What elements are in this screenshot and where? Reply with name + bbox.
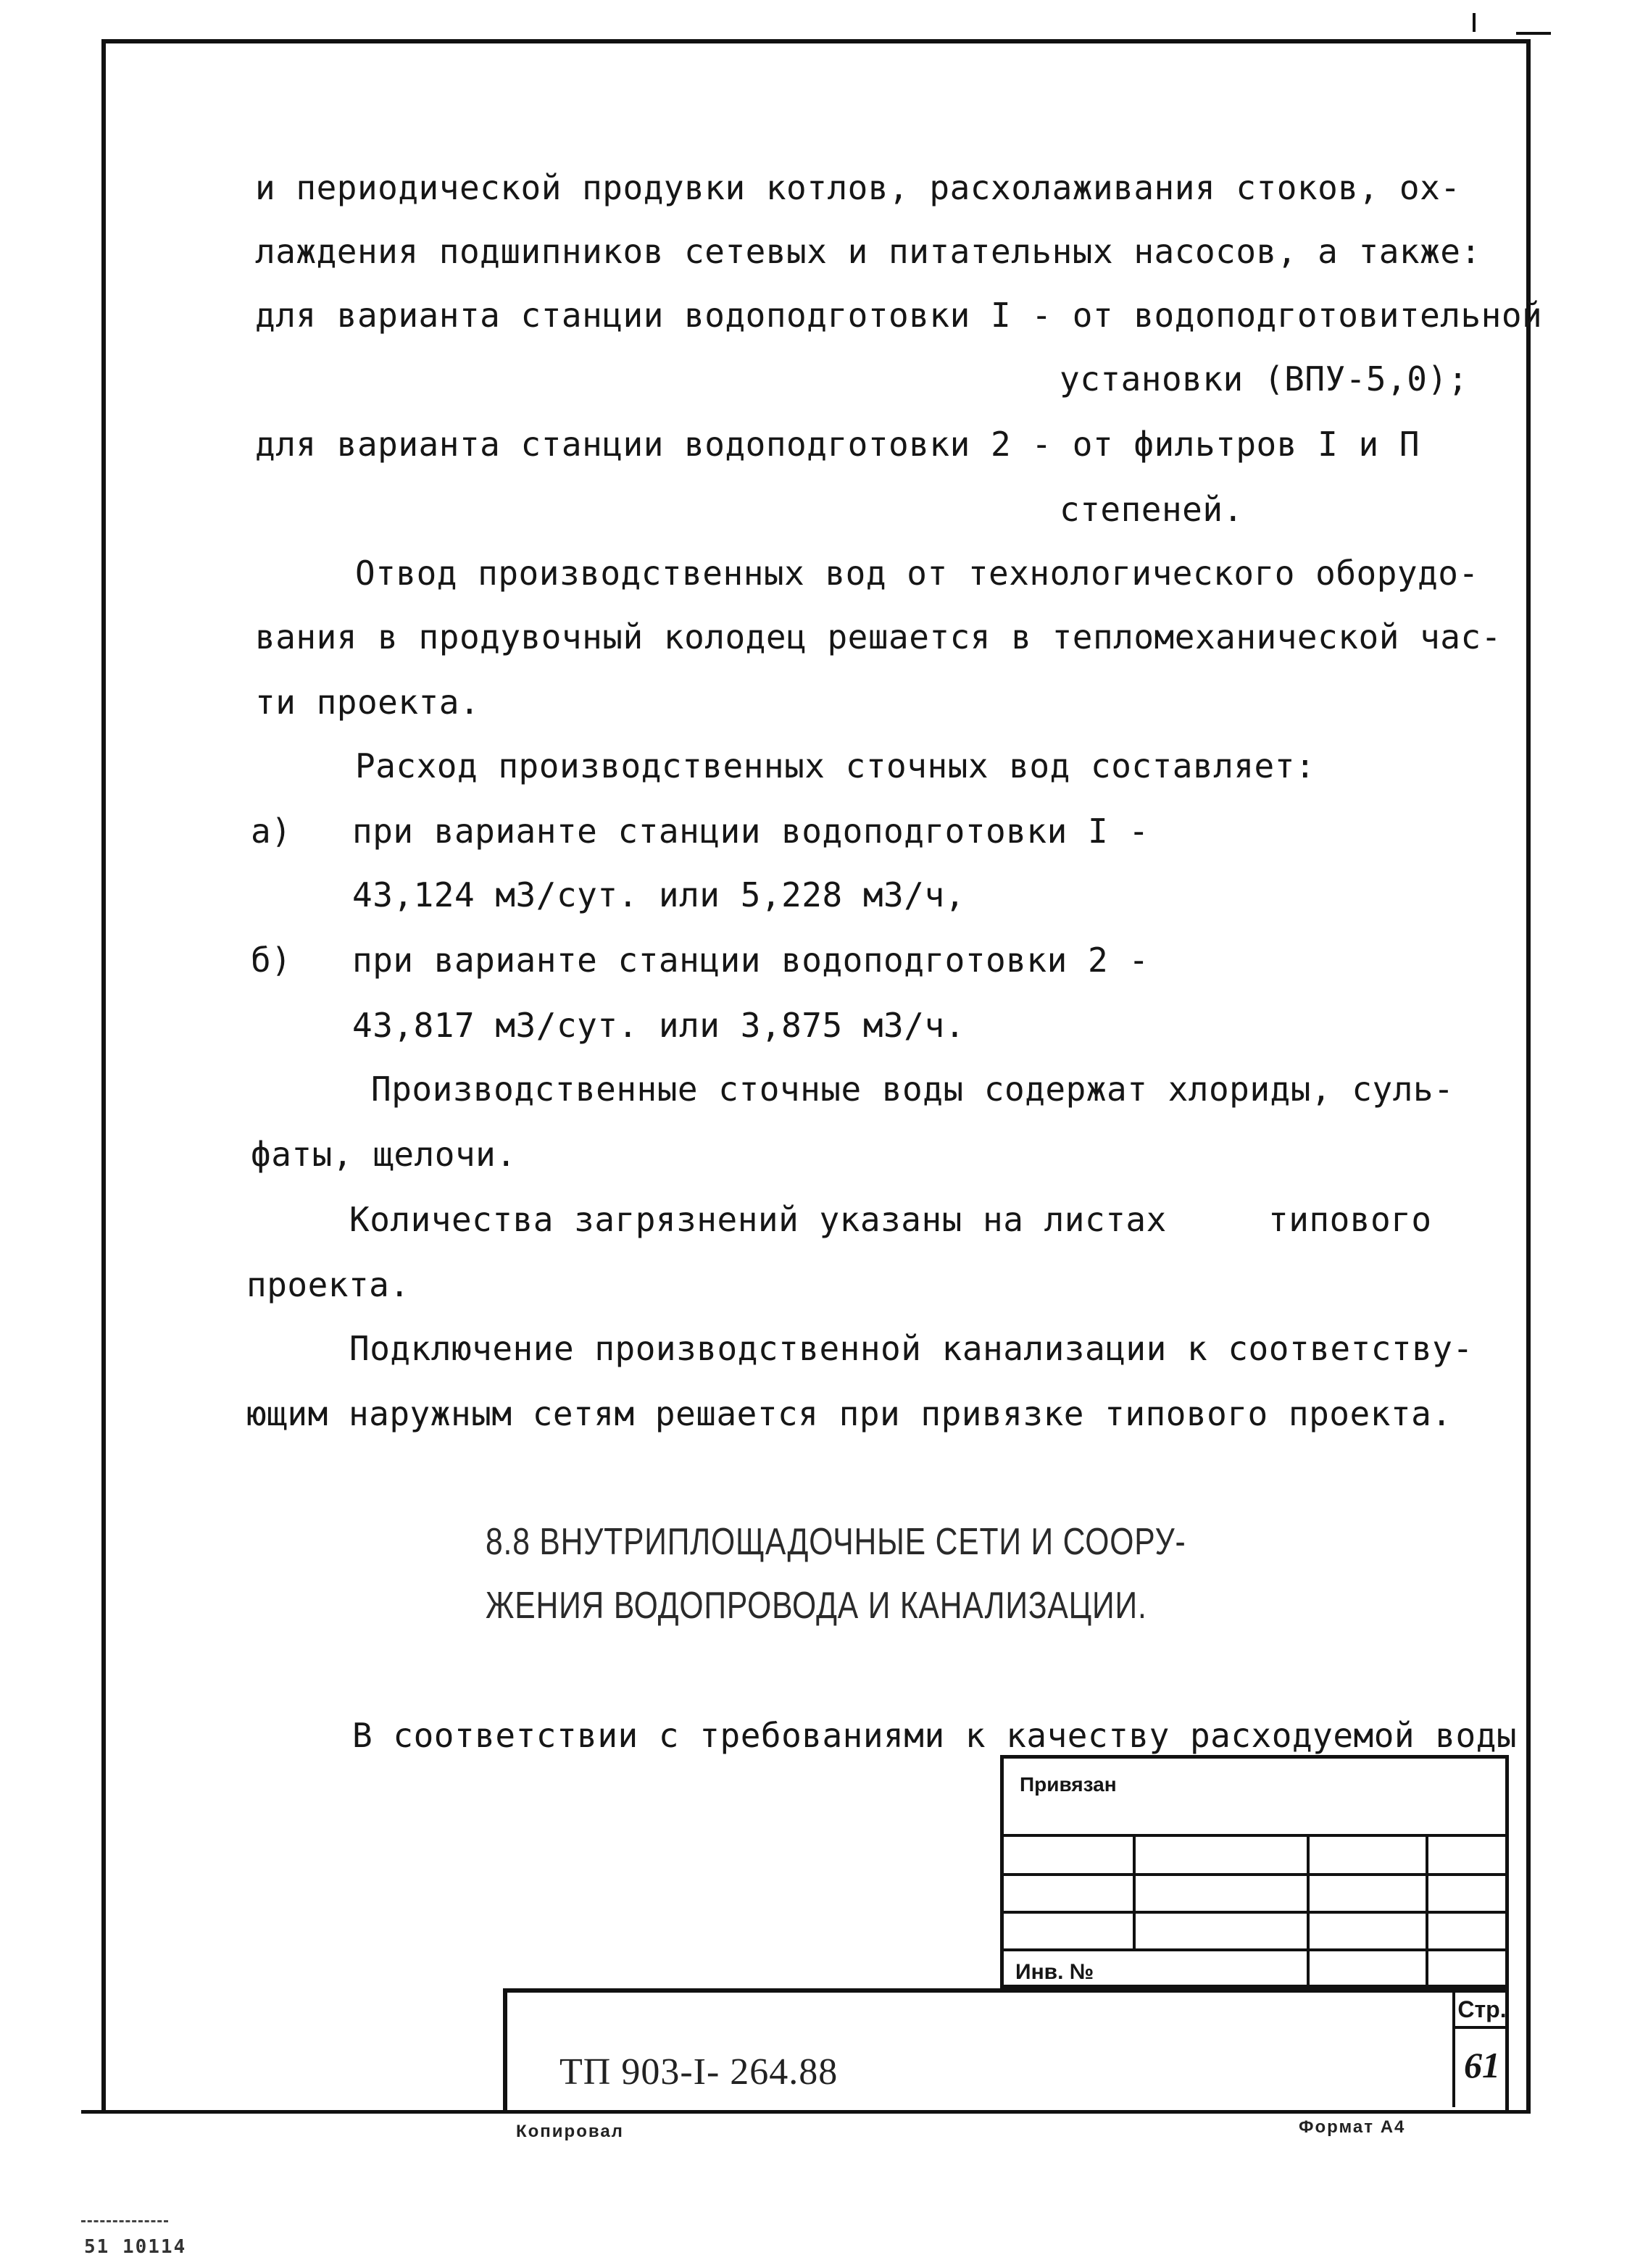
top-edge-mark-right	[1516, 32, 1551, 35]
margin-ticks	[81, 2220, 168, 2225]
text-line: ти проекта.	[255, 683, 480, 722]
table-rule	[1426, 1834, 1428, 1989]
table-rule	[1004, 1834, 1505, 1837]
text-line: степеней.	[1060, 490, 1244, 529]
text-line: вания в продувочный колодец решается в тепломеханической час-	[255, 617, 1502, 656]
page-label: Стр.	[1452, 1993, 1509, 2029]
table-rule	[1307, 1834, 1310, 1989]
text-line: фаты, щелочи.	[251, 1135, 517, 1174]
text-line: установки (ВПУ-5,0);	[1060, 359, 1468, 399]
title-block	[503, 1988, 1509, 2111]
text-line: Подключение производственной канализации к соответству-	[349, 1329, 1473, 1368]
copied-label: Копировал	[516, 2122, 624, 2141]
top-edge-mark	[1473, 13, 1476, 32]
text-line: Расход производственных сточных вод составляет:	[355, 746, 1316, 785]
document-code: ТП 903-I- 264.88	[559, 2051, 839, 2093]
attached-label: Привязан	[1020, 1773, 1117, 1796]
format-label: Формат А4	[1299, 2117, 1406, 2137]
table-rule	[1004, 1873, 1505, 1876]
list-marker: б)	[251, 941, 292, 980]
list-marker: а)	[251, 812, 292, 851]
table-rule	[1133, 1834, 1136, 1948]
text-line: и периодической продувки котлов, расхолаживания стоков, ох-	[255, 168, 1461, 207]
text-line: для варианта станции водоподготовки 2 - от фильтров I и П	[255, 425, 1420, 464]
text-line: при варианте станции водоподготовки 2 -	[352, 941, 1149, 980]
text-line: при варианте станции водоподготовки I -	[352, 812, 1149, 851]
text-line: ющим наружным сетям решается при привязке типового проекта.	[246, 1394, 1452, 1433]
text-line: Отвод производственных вод от технологического оборудо-	[355, 554, 1479, 593]
section-heading: 8.8 ВНУТРИПЛОЩАДОЧНЫЕ СЕТИ И СООРУ-	[486, 1521, 1186, 1563]
text-line: В соответствии с требованиями к качеству расходуемой воды	[352, 1716, 1518, 1755]
text-line: для варианта станции водоподготовки I - от водоподготовительной	[255, 296, 1543, 335]
text-line: 43,817 м3/сут. или 3,875 м3/ч.	[352, 1006, 965, 1045]
text-line: Количества загрязнений указаны на листах	[349, 1200, 1167, 1239]
text-line: типового	[1268, 1200, 1432, 1239]
section-heading: ЖЕНИЯ ВОДОПРОВОДА И КАНАЛИЗАЦИИ.	[486, 1585, 1147, 1627]
text-line: проекта.	[246, 1265, 410, 1304]
inventory-label: Инв. №	[1015, 1960, 1094, 1984]
page-number: 61	[1452, 2029, 1509, 2107]
stamp-attachment-table	[1000, 1755, 1509, 1988]
text-line: лаждения подшипников сетевых и питательных насосов, а также:	[255, 232, 1481, 271]
table-rule	[1004, 1948, 1505, 1951]
text-line: Производственные сточные воды содержат хлориды, суль-	[371, 1070, 1455, 1109]
archive-number: 51 10114	[84, 2236, 187, 2258]
text-line: 43,124 м3/сут. или 5,228 м3/ч,	[352, 875, 965, 914]
table-rule	[1004, 1911, 1505, 1914]
